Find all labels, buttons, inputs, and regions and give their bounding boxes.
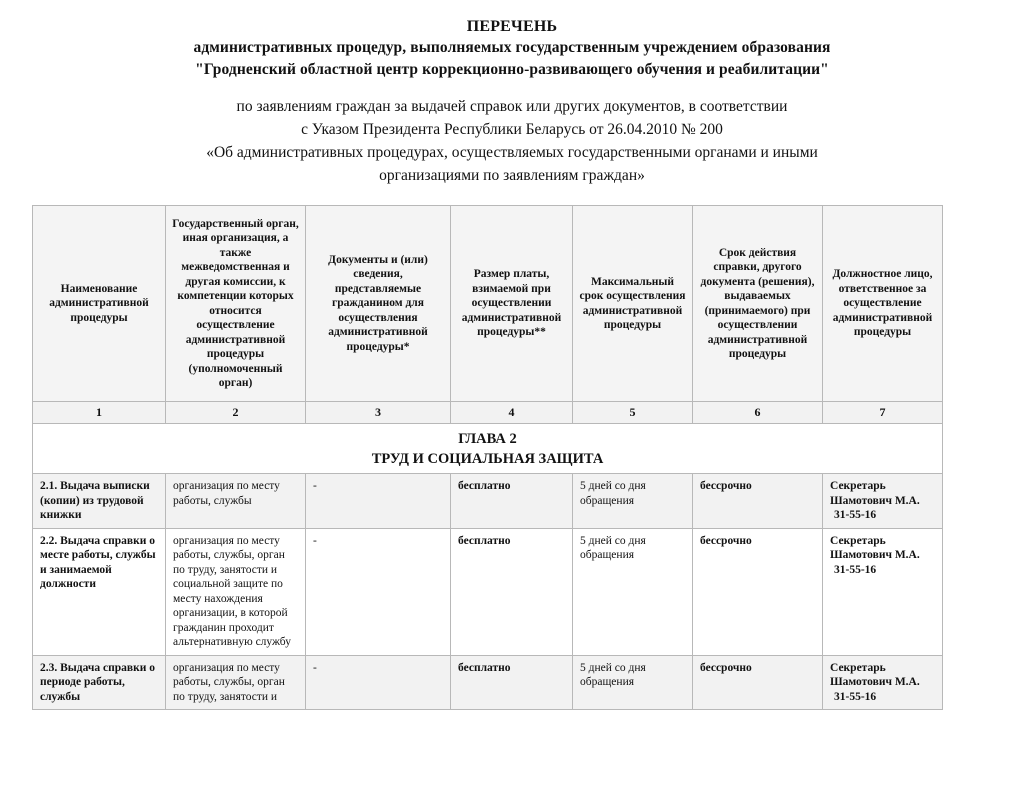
official-name: Секретарь Шамотович М.А. [830,534,920,561]
intro-line-4: организациями по заявлениям граждан» [379,167,645,184]
intro-block [0,95,1024,187]
cell-official [823,655,943,710]
document-subtitle-line-2: "Гродненский областной центр коррекционно-развивающего обучения и реабилитации" [195,61,829,78]
cell-procedure-name: 2.2. Выдача справки о месте работы, службы и занимаемой должности [33,528,166,655]
column-number-3: 3 [306,402,451,424]
cell-fee: бесплатно [451,474,573,529]
column-number-2: 2 [166,402,306,424]
column-header-fee: Размер платы, взимаемой при осуществлении административной процедуры** [451,206,573,402]
column-header-organ: Государственный орган, иная организация, а также межведомственная и другая комиссии, к компетенции которых относится осуществление административной процедуры (уполномоченный орган) [166,206,306,402]
intro-line-1: по заявлениям граждан за выдачей справок или других документов, в соответствии [236,98,788,115]
chapter-title: ТРУД И СОЦИАЛЬНАЯ ЗАЩИТА [371,450,604,467]
cell-official [823,474,943,529]
column-header-term: Максимальный срок осуществления административной процедуры [573,206,693,402]
table-header-row [33,206,943,402]
procedures-table-container [32,205,942,710]
cell-validity: бессрочно [693,655,823,710]
cell-term: 5 дней со дня обращения [573,474,693,529]
cell-term: 5 дней со дня обращения [573,528,693,655]
title-block [0,0,1024,81]
column-number-6: 6 [693,402,823,424]
column-number-7: 7 [823,402,943,424]
official-phone: 31-55-16 [834,563,877,576]
cell-organ: организация по месту работы, службы, орган по труду, занятости и социальной защите по месту нахождения организации, в которой гражданин проходит альтернативную службу [166,528,306,655]
cell-procedure-name: 2.1. Выдача выписки (копии) из трудовой книжки [33,474,166,529]
cell-fee: бесплатно [451,528,573,655]
column-number-4: 4 [451,402,573,424]
table-row[interactable] [33,655,943,710]
document-subtitle-line-1: административных процедур, выполняемых государственным учреждением образования [193,39,831,56]
column-header-official: Должностное лицо, ответственное за осуществление административной процедуры [823,206,943,402]
cell-organ: организация по месту работы, службы [166,474,306,529]
chapter-number: ГЛАВА 2 [458,430,517,447]
cell-procedure-name: 2.3. Выдача справки о периоде работы, службы [33,655,166,710]
official-phone: 31-55-16 [834,509,877,521]
intro-line-2: с Указом Президента Республики Беларусь от 26.04.2010 № 200 [301,121,723,138]
table-row[interactable] [33,528,943,655]
column-number-1: 1 [33,402,166,424]
table-header [33,206,943,402]
table-row[interactable] [33,474,943,529]
column-number-5: 5 [573,402,693,424]
chapter-heading-row [33,424,943,474]
column-header-validity: Срок действия справки, другого документа (решения), выдаваемых (принимаемого) при осуществлении административной процедуры [693,206,823,402]
cell-documents: - [306,528,451,655]
procedures-table [32,205,943,710]
column-header-name: Наименование административной процедуры [33,206,166,402]
official-name: Секретарь Шамотович М.А. [830,661,920,688]
table-body [33,402,943,710]
column-header-documents: Документы и (или) сведения, представляемые гражданином для осуществления административной процедуры* [306,206,451,402]
cell-validity: бессрочно [693,474,823,529]
column-number-row [33,402,943,424]
cell-fee: бесплатно [451,655,573,710]
intro-line-3: «Об административных процедурах, осуществляемых государственными органами и иными [206,144,818,161]
cell-validity: бессрочно [693,528,823,655]
cell-documents: - [306,655,451,710]
official-name: Секретарь Шамотович М.А. [830,480,920,507]
chapter-heading-cell [33,424,943,474]
document-title: ПЕРЕЧЕНЬ [466,18,558,35]
cell-term: 5 дней со дня обращения [573,655,693,710]
official-phone: 31-55-16 [834,690,877,703]
cell-official [823,528,943,655]
cell-documents: - [306,474,451,529]
cell-organ: организация по месту работы, службы, орган по труду, занятости и [166,655,306,710]
